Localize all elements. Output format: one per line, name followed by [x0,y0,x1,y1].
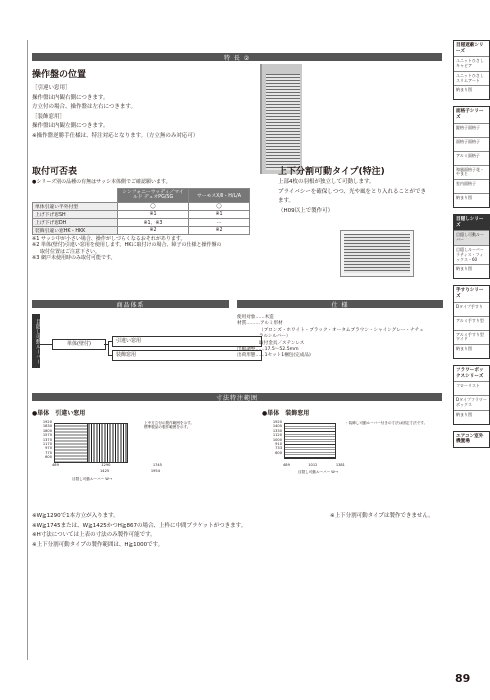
table-row: 単体引違い半外付型 ◯ ◯ [33,202,250,210]
foot3: ※H寸法については上表の寸法のみ製作可能です。 [32,532,156,539]
sidebar-group-head: 目隠しシリーズ [454,215,489,230]
sidebar-group [453,431,490,448]
mountable-note: ●シリーズ別の品種の有無はサッシ本体側でご確認願います。 [32,179,171,185]
note2b: 取付位置はご注意下さい。 [40,248,101,255]
split-line2: プライバシーを確保しつつ、光や風をとり入れることができ [278,188,427,195]
ytick: 1920 [42,420,52,424]
spec-l1: 使用対象……木造 [237,315,274,320]
ytick: 600 [45,455,52,460]
sidebar-group-active [453,214,490,279]
sidebar-group-head: 目隠遮蔽シリーズ [456,43,484,54]
ytick: 1170 [42,442,52,447]
sliding-line2: 方立付の場合、操作盤は左右につきます。 [32,104,136,111]
spec-l5: 取付金具／ステンレス [259,340,305,346]
casement-line1: 操作盤は内観左側につきます。 [32,123,109,130]
tree-leaf2: 装飾窓用 [112,350,262,361]
table-row: 上げ下げ窓SH ※1 ※1 [33,210,250,218]
ytick: 1000 [272,437,282,442]
split-line3: ます。 [278,198,295,205]
xtick: 1954 [150,469,160,473]
page-number: 89 [455,672,471,685]
foot2: ※W≧1745または、W≧1425かつH≧867の場合、上枠に中間ブラケットがつきます。 [32,522,247,529]
split-line1: 上部4枚の羽根が独立して可動します。 [278,179,375,185]
ytick: 910 [275,442,282,447]
sidebar-item-active[interactable]: 目隠し可動ルーバー [454,230,489,245]
dims-right-title: ●単体 装飾窓用 [262,410,310,417]
note3: ※3 網戸未使用時のみ取付可能です。 [32,255,116,261]
left-ticks [32,420,52,460]
sidebar-item[interactable]: 納まり図 [454,193,489,207]
sidebar-item[interactable]: ユニットひさしキャピア [454,56,489,71]
xtick: 1745 [152,463,162,467]
sidebar-item[interactable]: 納まり図 [454,344,489,358]
ytick: 1570 [42,433,52,438]
split-line4: （H09以上で製作可） [278,207,334,214]
sidebar-item[interactable]: ユニットひさしスリムアート [454,71,489,86]
control-position-title: 操作盤の位置 [32,70,87,80]
mountable-title: 取付可否表 [32,167,78,177]
ytick: 733 [275,446,282,451]
ytick: 1370 [42,437,52,442]
product-tree [32,314,232,374]
sidebar-item[interactable]: 目隠しルーバーラティス・フィックス・60 [454,245,489,264]
foot1: ※W≧1290で1本方立が入ります。 [32,513,119,519]
xtick: 1381 [335,463,345,467]
ytick: 600 [275,450,282,455]
table-row: 上げ下げ窓DH ※1、※3 ー [33,218,250,226]
sliding-line1: 操作盤は内観右側につきます。 [32,94,109,101]
split-louver-photo [340,230,414,277]
sidebar-item[interactable]: Dタイプ手すり [454,302,489,316]
ytick: 1400 [272,424,282,429]
xtick: 489 [52,463,59,467]
tree-leaf1: 引違い窓用 [112,336,262,347]
xtick: 1425 [100,469,110,473]
spec-list [237,315,443,360]
xtick: 1290 [101,463,111,467]
sidebar-item[interactable]: アルミ手すり型 [454,316,489,330]
legend2: 標準製品の製作範囲を示す。 [144,425,191,430]
note2: ※2 単体(壁付)引違い窓用を使用します。HKに取付けの場合、障子の仕様と操作盤の [32,242,222,248]
dims-left-legend [144,421,244,430]
sidebar-group [453,40,490,100]
spec-l7: 出荷形態……1セット1梱包(完成品) [237,353,311,359]
dims-right-xticks [283,463,345,467]
sidebar-group-head: フラワーボックスシリーズ [456,368,484,379]
sliding-label: ［引違い窓用］ [32,85,71,91]
tree-mid: 単体(壁付) [52,339,106,350]
sidebar-group [453,285,490,359]
ytick: 1330 [272,428,282,433]
legend1: 上中方立付の製作範囲を示す。 [144,421,195,425]
ytick: 770 [45,450,52,455]
louver-photo [260,64,302,174]
section-bar-product-system: 商品体系 [32,300,229,308]
sidebar-item[interactable]: Dタイプフラワーボックス [454,395,489,410]
dims-footnotes [32,512,332,550]
xtick: 1012 [308,463,318,467]
dims-right-note: ・装飾し可動ルーバー付きの寸法は固定寸法です。 [345,421,428,425]
sidebar-group [453,365,490,425]
dims-left-xlabel: 目隠し可動ルーバー W→ [72,477,112,481]
sidebar-item[interactable]: 納まり図 [454,264,489,278]
sidebar-group-head: 面格子シリーズ [456,109,484,120]
foot4: ※上下分割可動タイプの製作範囲は、H≧1000です。 [32,541,164,548]
ytick: 1120 [272,433,282,438]
split-type-title: 上下分割可動タイプ(特注) [278,167,385,177]
casement-label: ［装飾窓用］ [32,113,66,120]
sidebar-group-head[interactable]: エアコン室外機置場 [456,433,484,445]
spec-l6: 出幅調整……17.5〜52.5mm [237,347,299,353]
ytick: 1800 [42,428,52,433]
sidebar-item[interactable]: 納まり図 [454,85,489,99]
ytick: 970 [45,446,52,451]
left-rule [27,40,28,660]
sidebar [453,40,490,448]
ytick: 1920 [272,420,282,424]
dims-left-xticks2 [100,469,160,473]
dims-left-xticks [52,463,162,467]
sidebar-item[interactable]: 面格子面格子 [454,137,489,151]
tree-root: 目隠し可動ルーバー [32,314,40,368]
mountable-table [32,188,250,235]
casement-line2: ※操作盤逆勝手仕様は、特注対応となります。（方立無のみ対応可） [32,132,199,139]
dims-left-title: ●単体 引違い窓用 [32,410,86,417]
sidebar-item[interactable]: 室内面格子 [454,179,489,193]
section-bar-dimensions: 寸法特注範囲 [32,393,442,401]
sidebar-item[interactable]: 和風面格子花・やまと [454,165,489,180]
ytick: 1830 [42,424,52,429]
table-row: 装飾引違い窓HK・HKK ※2 ※2 [33,226,250,234]
col2-header: サーモスX/Ⅱ・H/L/A [189,188,250,202]
section-bar-features: 特 長 ② [32,53,442,61]
sidebar-item[interactable]: フローリスト [454,381,489,395]
xtick: 489 [283,463,290,467]
sidebar-item[interactable]: 納まり図 [454,410,489,424]
sidebar-item[interactable]: アルミ面格子 [454,151,489,165]
col1-header: シンフォニーウッディ／マイルド デュオPG/SG [118,188,189,202]
sidebar-group [453,106,490,208]
spec-l3: （ブロンズ・ホワイト・ブラック・オータムブラウン・シャイングレー・ナチュ [259,327,424,333]
dims-right-xlabel: 目隠し可動ルーバー W→ [298,470,338,474]
sidebar-group-head: 手すりシリーズ [456,288,484,299]
dims-foot-right: ※上下分割可動タイプは製作できません。 [330,513,434,519]
sidebar-item[interactable]: 縦格子面格子 [454,123,489,137]
section-bar-specs: 仕 様 [237,300,443,308]
spec-l4: ラルシルバー） [259,334,291,340]
spec-l2: 材質………アルミ形材 [237,321,283,327]
sidebar-item[interactable]: アルミ手すり型ワイド [454,330,489,345]
note1: ※1 サッシ中が小さい場合、操作がしづらくなるおそれがあります。 [32,235,186,242]
